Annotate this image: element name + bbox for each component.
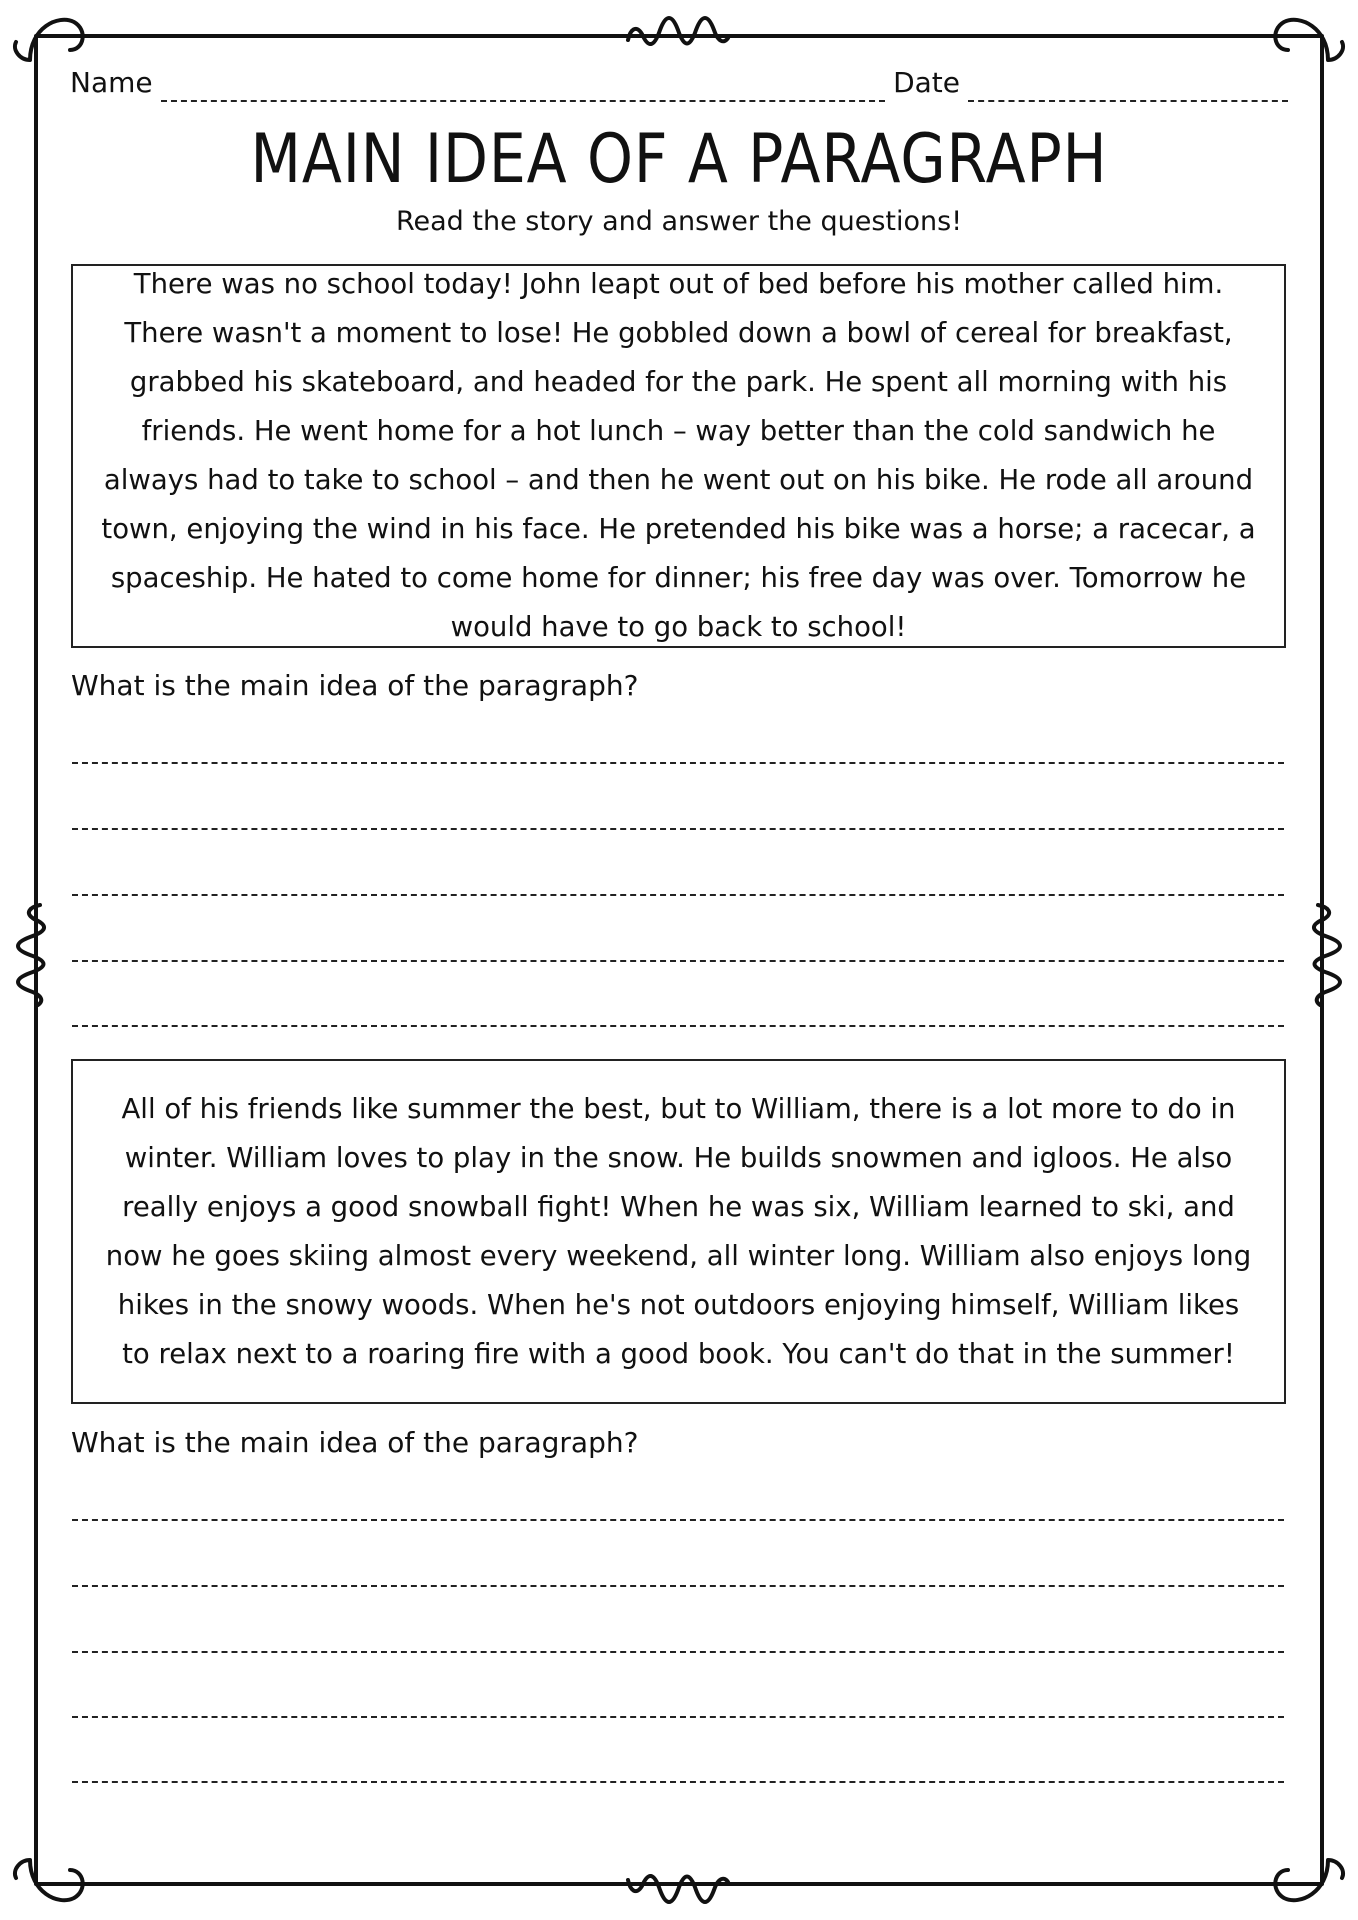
story-text-1: There was no school today! John leapt out of bed before his mother called him. There wasn't a moment to lose! He gobbled down a bowl of cereal for breakfast, grabbed his skateboard, and headed for the park. He spent all morning with his friends. He went home for a hot lunch – way better than the cold sandwich he always had to take to school – and then he went out on his bike. He rode all around town, enjoying the wind in his face. He pretended his bike was a horse; a racecar, a spaceship. He hated to come home for dinner; his free day was over. Tomorrow he would have to go back to school!	[101, 268, 1256, 643]
worksheet-subtitle: Read the story and answer the questions!	[395, 206, 963, 237]
answer-line-2-3[interactable]	[72, 1651, 1284, 1653]
story-text-2: All of his friends like summer the best, but to William, there is a lot more to do in winter. William loves to play in the snow. He builds snowmen and igloos. He also really enjoys a good snowball fight! When he was six, William learned to ski, and now he goes skiing almost every weekend, all winter long. William also enjoys long hikes in the snowy woods. When he's not outdoors enjoying himself, William likes to relax next to a roaring fire with a good book. You can't do that in the summer!	[105, 1092, 1252, 1370]
name-blank-line[interactable]	[161, 72, 885, 102]
answer-line-2-4[interactable]	[72, 1716, 1284, 1718]
question-2: What is the main idea of the paragraph?	[71, 1426, 639, 1459]
date-blank-line[interactable]	[968, 72, 1288, 102]
answer-line-1-4[interactable]	[72, 960, 1284, 962]
worksheet-title: MAIN IDEA OF A PARAGRAPH	[250, 120, 1108, 199]
squiggle-top	[628, 18, 728, 44]
squiggle-left	[18, 905, 44, 1005]
answer-line-1-1[interactable]	[72, 762, 1284, 764]
story-box-1	[71, 264, 1286, 648]
question-1: What is the main idea of the paragraph?	[71, 669, 639, 702]
story-box-2	[71, 1059, 1286, 1404]
name-label: Name	[70, 66, 153, 99]
squiggle-right	[1314, 905, 1340, 1005]
date-label: Date	[893, 66, 960, 99]
corner-curl-top-right	[1275, 20, 1343, 60]
corner-curl-bottom-right	[1275, 1860, 1343, 1900]
corner-curl-bottom-left	[15, 1860, 83, 1900]
answer-line-1-3[interactable]	[72, 894, 1284, 896]
answer-line-1-5[interactable]	[72, 1025, 1284, 1027]
squiggle-bottom	[628, 1876, 728, 1902]
answer-line-2-2[interactable]	[72, 1585, 1284, 1587]
answer-line-1-2[interactable]	[72, 828, 1284, 830]
answer-line-2-1[interactable]	[72, 1519, 1284, 1521]
answer-line-2-5[interactable]	[72, 1781, 1284, 1783]
header-row	[70, 62, 1288, 102]
corner-curl-top-left	[15, 20, 83, 60]
